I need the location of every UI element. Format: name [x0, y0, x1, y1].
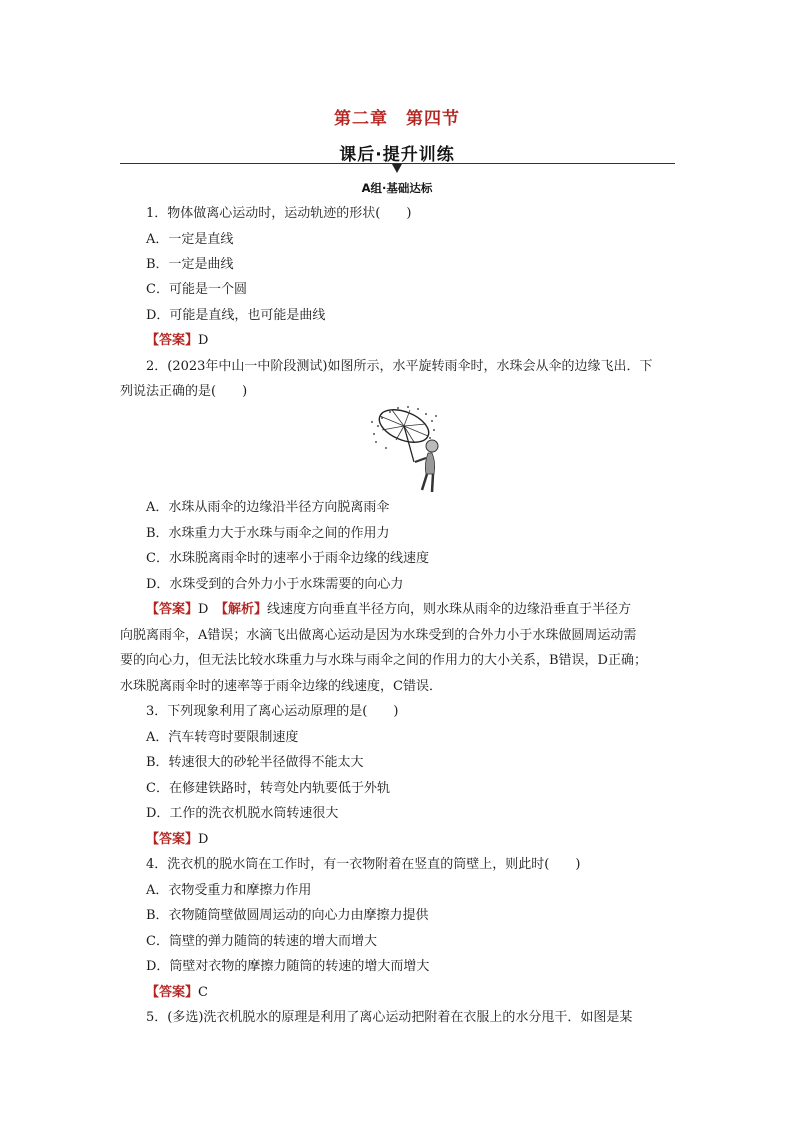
analysis-text-line-2: 向脱离雨伞，A错误；水滴飞出做离心运动是因为水珠受到的合外力小于水珠做圆周运动需	[120, 628, 637, 643]
analysis-tag: 【解析】	[221, 602, 267, 617]
q4-option-c: C．筒壁的弹力随筒的转速的增大而增大	[146, 934, 377, 949]
q2-option-c: C．水珠脱离雨伞时的速率小于雨伞边缘的线速度	[146, 551, 429, 566]
q2-option-a: A．水珠从雨伞的边缘沿半径方向脱离雨伞	[146, 500, 390, 515]
q2-option-d: D．水珠受到的合外力小于水珠需要的向心力	[146, 577, 404, 592]
q3-option-c: C．在修建铁路时，转弯处内轨要低于外轨	[146, 781, 390, 796]
section-title: 课后·提升训练	[339, 145, 455, 165]
question-2-stem-line-2: 列说法正确的是( )	[120, 384, 248, 399]
question-3-stem: 3．下列现象利用了离心运动原理的是( )	[146, 704, 399, 719]
question-1-stem: 1．物体做离心运动时，运动轨迹的形状( )	[146, 206, 412, 221]
q2-option-b: B．水珠重力大于水珠与雨伞之间的作用力	[146, 526, 390, 541]
question-4-stem: 4．洗衣机的脱水筒在工作时，有一衣物附着在竖直的筒壁上，则此时( )	[146, 857, 581, 872]
q2-answer	[146, 601, 631, 619]
answer-value: D	[198, 832, 209, 847]
answer-tag: 【答案】	[146, 832, 199, 847]
group-title: A组·基础达标	[361, 181, 433, 195]
q3-option-b: B．转速很大的砂轮半径做得不能太大	[146, 755, 364, 770]
answer-tag: 【答案】	[146, 333, 199, 348]
triangle-marker-icon	[392, 164, 402, 173]
q1-option-a: A．一定是直线	[146, 232, 234, 247]
q4-option-d: D．筒壁对衣物的摩擦力随筒的转速的增大而增大	[146, 959, 430, 974]
answer-value: D	[198, 602, 209, 617]
q3-answer	[146, 831, 208, 849]
q1-option-d: D．可能是直线，也可能是曲线	[146, 308, 326, 323]
analysis-text-line-1: 线速度方向垂直半径方向，则水珠从雨伞的边缘沿垂直于半径方	[266, 602, 631, 617]
analysis-text-line-3: 要的向心力，但无法比较水珠重力与水珠与雨伞之间的作用力的大小关系，B错误，D正确；	[120, 653, 647, 668]
q4-answer	[146, 984, 208, 1002]
q3-option-a: A．汽车转弯时要限制速度	[146, 730, 299, 745]
analysis-text-line-4: 水珠脱离雨伞时的速率等于雨伞边缘的线速度，C错误．	[120, 679, 442, 694]
answer-value: D	[198, 333, 209, 348]
q1-option-c: C．可能是一个圆	[146, 282, 247, 297]
q4-option-b: B．衣物随筒壁做圆周运动的向心力由摩擦力提供	[146, 908, 429, 923]
answer-value: C	[198, 985, 208, 1000]
question-2-stem-line-1: 2．(2023年中山一中阶段测试)如图所示，水平旋转雨伞时，水珠会从伞的边缘飞出．下	[146, 359, 653, 374]
q1-answer	[146, 332, 208, 350]
q1-option-b: B．一定是曲线	[146, 257, 234, 272]
umbrella-illustration	[368, 404, 456, 496]
question-5-stem: 5．(多选)洗衣机脱水的原理是利用了离心运动把附着在衣服上的水分甩干．如图是某	[146, 1010, 633, 1025]
q4-option-a: A．衣物受重力和摩擦力作用	[146, 883, 312, 898]
answer-tag: 【答案】	[146, 985, 199, 1000]
chapter-title: 第二章 第四节	[334, 109, 460, 129]
q3-option-d: D．工作的洗衣机脱水筒转速很大	[146, 806, 339, 821]
answer-tag: 【答案】	[146, 602, 199, 617]
